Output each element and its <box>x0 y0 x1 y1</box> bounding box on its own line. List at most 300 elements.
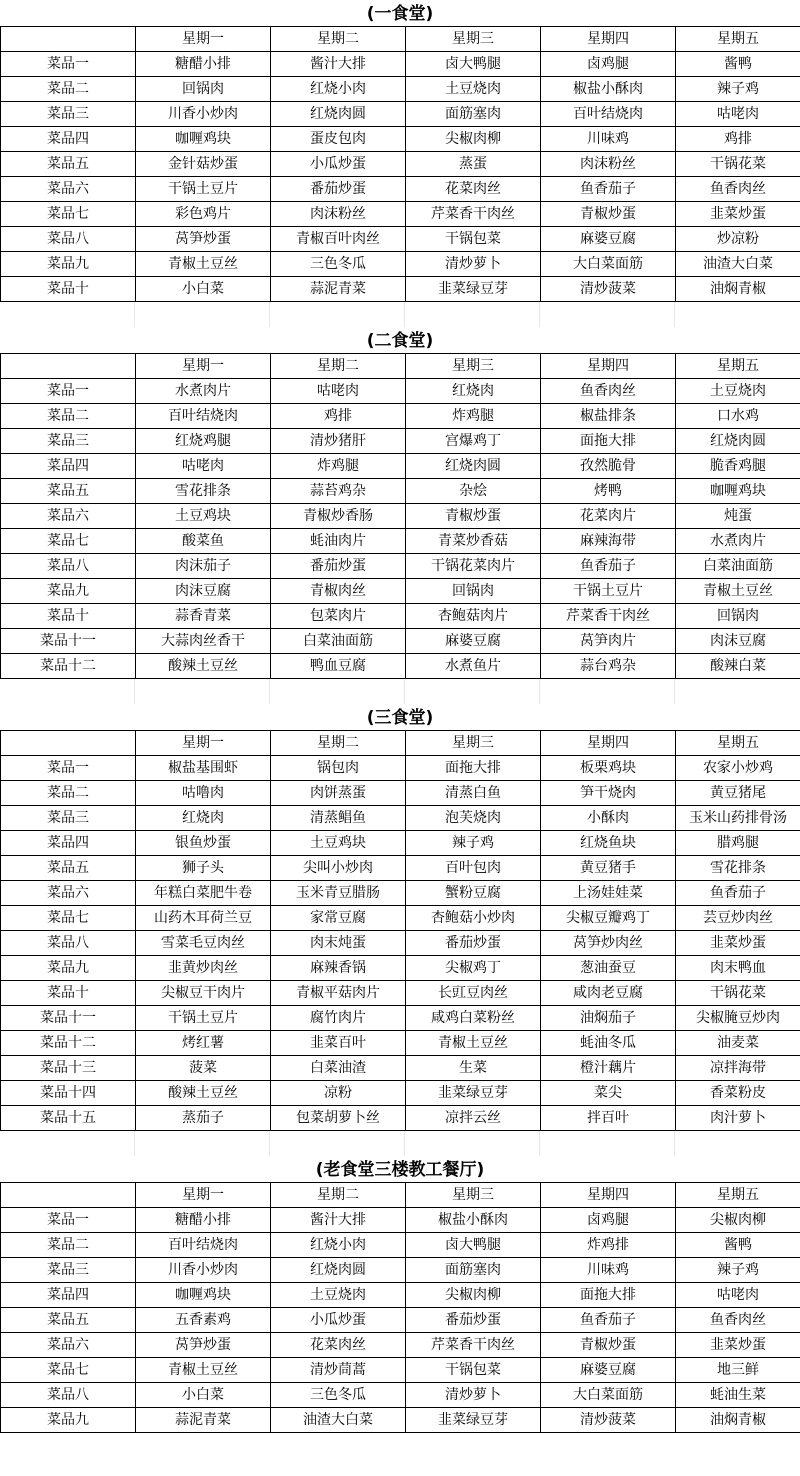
dish-cell: 金针菇炒蛋 <box>136 152 271 177</box>
dish-cell: 杏鲍菇小炒肉 <box>406 906 541 931</box>
dish-cell: 干锅花菜 <box>676 152 800 177</box>
dish-cell: 卤大鸭腿 <box>406 52 541 77</box>
dish-cell: 蒜苔鸡杂 <box>271 479 406 504</box>
dish-cell: 红烧肉 <box>136 806 271 831</box>
weekday-header: 星期三 <box>406 1183 541 1208</box>
table-row <box>1 1081 800 1106</box>
dish-cell: 红烧鱼块 <box>541 831 676 856</box>
dish-cell: 青椒炒蛋 <box>541 1333 676 1358</box>
dish-cell: 蚝油生菜 <box>676 1383 800 1408</box>
dish-cell: 上汤娃娃菜 <box>541 881 676 906</box>
gridline <box>404 302 405 327</box>
dish-cell: 鱼香茄子 <box>541 1308 676 1333</box>
dish-cell: 麻辣海带 <box>541 529 676 554</box>
dish-slot-label: 菜品五 <box>1 479 136 504</box>
dish-cell: 炸鸡腿 <box>271 454 406 479</box>
dish-cell: 鱼香肉丝 <box>541 379 676 404</box>
dish-cell: 土豆烧肉 <box>676 379 800 404</box>
dish-cell: 百叶结烧肉 <box>136 404 271 429</box>
gridline <box>134 302 135 327</box>
weekday-header: 星期二 <box>271 354 406 379</box>
weekday-header: 星期四 <box>541 354 676 379</box>
dish-slot-label: 菜品四 <box>1 127 136 152</box>
dish-cell: 酱鸭 <box>676 1233 800 1258</box>
dish-cell: 韭黄炒肉丝 <box>136 956 271 981</box>
menu-table <box>0 1182 800 1433</box>
dish-cell: 卤大鸭腿 <box>406 1233 541 1258</box>
dish-cell: 百叶结烧肉 <box>136 1233 271 1258</box>
dish-cell: 油焖茄子 <box>541 1006 676 1031</box>
weekday-header: 星期二 <box>271 731 406 756</box>
table-row <box>1 429 800 454</box>
weekday-header: 星期四 <box>541 731 676 756</box>
dish-cell: 鱼香茄子 <box>541 177 676 202</box>
dish-slot-label: 菜品十 <box>1 981 136 1006</box>
table-row <box>1 1383 800 1408</box>
dish-slot-label: 菜品十三 <box>1 1056 136 1081</box>
dish-cell: 尖椒肉柳 <box>406 127 541 152</box>
canteen-title: (老食堂三楼教工餐厅) <box>315 1160 485 1180</box>
dish-cell: 蚝油肉片 <box>271 529 406 554</box>
weekday-header-row <box>1 27 800 52</box>
dish-cell: 黄豆猪手 <box>541 856 676 881</box>
dish-cell: 青椒百叶肉丝 <box>271 227 406 252</box>
dish-slot-label: 菜品四 <box>1 454 136 479</box>
dish-cell: 鸡排 <box>271 404 406 429</box>
dish-cell: 土豆鸡块 <box>271 831 406 856</box>
dish-cell: 干锅包菜 <box>406 1358 541 1383</box>
table-row <box>1 756 800 781</box>
dish-cell: 尖椒豆瓣鸡丁 <box>541 906 676 931</box>
dish-cell: 玉米山药排骨汤 <box>676 806 800 831</box>
dish-cell: 凉拌海带 <box>676 1056 800 1081</box>
weekday-header-row <box>1 354 800 379</box>
dish-cell: 蒜泥青菜 <box>271 277 406 302</box>
dish-slot-label: 菜品五 <box>1 856 136 881</box>
gridline <box>539 302 540 327</box>
dish-cell: 油麦菜 <box>676 1031 800 1056</box>
dish-cell: 家常豆腐 <box>271 906 406 931</box>
dish-cell: 咖喱鸡块 <box>136 127 271 152</box>
menu-table <box>0 353 800 679</box>
dish-cell: 土豆烧肉 <box>406 77 541 102</box>
dish-cell: 麻婆豆腐 <box>541 227 676 252</box>
dish-cell: 酸辣土豆丝 <box>136 1081 271 1106</box>
dish-cell: 青椒土豆丝 <box>136 1358 271 1383</box>
dish-cell: 葱油蚕豆 <box>541 956 676 981</box>
dish-cell: 黄豆猪尾 <box>676 781 800 806</box>
dish-cell: 土豆鸡块 <box>136 504 271 529</box>
weekday-header: 星期五 <box>676 1183 800 1208</box>
dish-cell: 孜然脆骨 <box>541 454 676 479</box>
menu-table <box>0 26 800 302</box>
dish-cell: 酱汁大排 <box>271 52 406 77</box>
dish-cell: 番茄炒蛋 <box>271 554 406 579</box>
dish-cell: 辣子鸡 <box>676 77 800 102</box>
dish-cell: 油渣大白菜 <box>271 1408 406 1433</box>
table-row <box>1 177 800 202</box>
gridline <box>674 302 675 327</box>
dish-cell: 面拖大排 <box>541 1283 676 1308</box>
table-row <box>1 52 800 77</box>
canteen-title: (三食堂) <box>366 708 434 728</box>
dish-slot-label: 菜品八 <box>1 1383 136 1408</box>
gridline <box>539 1131 540 1156</box>
weekday-header: 星期一 <box>136 1183 271 1208</box>
dish-cell: 腊鸡腿 <box>676 831 800 856</box>
dish-cell: 尖椒豆干肉片 <box>136 981 271 1006</box>
dish-cell: 小酥肉 <box>541 806 676 831</box>
dish-slot-label: 菜品三 <box>1 806 136 831</box>
dish-cell: 三色冬瓜 <box>271 252 406 277</box>
dish-cell: 大白菜面筋 <box>541 1383 676 1408</box>
dish-cell: 咕咾肉 <box>676 1283 800 1308</box>
table-row <box>1 1333 800 1358</box>
dish-cell: 麻婆豆腐 <box>541 1358 676 1383</box>
table-row <box>1 102 800 127</box>
table-row <box>1 227 800 252</box>
dish-cell: 板栗鸡块 <box>541 756 676 781</box>
table-row <box>1 404 800 429</box>
table-row <box>1 1258 800 1283</box>
dish-slot-label: 菜品七 <box>1 906 136 931</box>
dish-slot-label: 菜品三 <box>1 429 136 454</box>
table-row <box>1 1056 800 1081</box>
dish-cell: 雪花排条 <box>136 479 271 504</box>
dish-cell: 酸辣土豆丝 <box>136 654 271 679</box>
dish-cell: 炖蛋 <box>676 504 800 529</box>
weekday-header: 星期一 <box>136 731 271 756</box>
dish-cell: 咸肉老豆腐 <box>541 981 676 1006</box>
dish-cell: 番茄炒蛋 <box>406 931 541 956</box>
table-row <box>1 856 800 881</box>
dish-cell: 尖椒腌豆炒肉 <box>676 1006 800 1031</box>
dish-cell: 包菜肉片 <box>271 604 406 629</box>
dish-cell: 肉饼蒸蛋 <box>271 781 406 806</box>
dish-cell: 水煮肉片 <box>136 379 271 404</box>
dish-cell: 咕咾肉 <box>271 379 406 404</box>
dish-cell: 红烧肉圆 <box>271 102 406 127</box>
weekday-header: 星期四 <box>541 27 676 52</box>
dish-cell: 青椒炒蛋 <box>541 202 676 227</box>
dish-slot-label: 菜品十四 <box>1 1081 136 1106</box>
dish-slot-label: 菜品二 <box>1 781 136 806</box>
table-row <box>1 604 800 629</box>
dish-cell: 蒜香青菜 <box>136 604 271 629</box>
dish-cell: 蒸茄子 <box>136 1106 271 1131</box>
dish-cell: 尖椒肉柳 <box>676 1208 800 1233</box>
dish-cell: 包菜胡萝卜丝 <box>271 1106 406 1131</box>
table-row <box>1 1408 800 1433</box>
canteen-title: (二食堂) <box>366 331 434 351</box>
dish-cell: 咕咾肉 <box>136 454 271 479</box>
dish-cell: 干锅花菜 <box>676 981 800 1006</box>
dish-cell: 青椒肉丝 <box>271 579 406 604</box>
menu-table <box>0 730 800 1131</box>
dish-slot-label: 菜品一 <box>1 379 136 404</box>
dish-cell: 炸鸡排 <box>541 1233 676 1258</box>
dish-slot-label: 菜品十 <box>1 277 136 302</box>
dish-cell: 鱼香茄子 <box>541 554 676 579</box>
dish-cell: 蟹粉豆腐 <box>406 881 541 906</box>
weekday-header: 星期三 <box>406 354 541 379</box>
dish-cell: 椒盐小酥肉 <box>406 1208 541 1233</box>
dish-cell: 酸菜鱼 <box>136 529 271 554</box>
dish-slot-label: 菜品九 <box>1 1408 136 1433</box>
header-corner-cell <box>1 354 136 379</box>
dish-cell: 椒盐小酥肉 <box>541 77 676 102</box>
dish-cell: 韭菜百叶 <box>271 1031 406 1056</box>
dish-slot-label: 菜品三 <box>1 102 136 127</box>
dish-cell: 肉末炖蛋 <box>271 931 406 956</box>
table-row <box>1 1208 800 1233</box>
dish-cell: 尖椒鸡丁 <box>406 956 541 981</box>
dish-cell: 脆香鸡腿 <box>676 454 800 479</box>
table-row <box>1 529 800 554</box>
table-row <box>1 956 800 981</box>
dish-cell: 肉末鸭血 <box>676 956 800 981</box>
weekday-header: 星期五 <box>676 731 800 756</box>
dish-cell: 鸭血豆腐 <box>271 654 406 679</box>
dish-cell: 尖叫小炒肉 <box>271 856 406 881</box>
dish-cell: 烤鸭 <box>541 479 676 504</box>
dish-cell: 芹菜香干肉丝 <box>541 604 676 629</box>
dish-cell: 面筋塞肉 <box>406 1258 541 1283</box>
dish-cell: 肉汁萝卜 <box>676 1106 800 1131</box>
gridline <box>269 302 270 327</box>
dish-cell: 韭菜炒蛋 <box>676 1333 800 1358</box>
dish-cell: 酱汁大排 <box>271 1208 406 1233</box>
dish-cell: 卤鸡腿 <box>541 52 676 77</box>
table-row <box>1 554 800 579</box>
weekday-header: 星期一 <box>136 27 271 52</box>
dish-cell: 芹菜香干肉丝 <box>406 202 541 227</box>
dish-cell: 干锅土豆片 <box>136 177 271 202</box>
table-row <box>1 881 800 906</box>
dish-cell: 油焖青椒 <box>676 1408 800 1433</box>
table-row <box>1 202 800 227</box>
dish-cell: 清蒸白鱼 <box>406 781 541 806</box>
dish-cell: 生菜 <box>406 1056 541 1081</box>
section-gap <box>0 679 800 704</box>
dish-cell: 红烧肉圆 <box>406 454 541 479</box>
dish-cell: 大白菜面筋 <box>541 252 676 277</box>
dish-cell: 卤鸡腿 <box>541 1208 676 1233</box>
dish-cell: 笋干烧肉 <box>541 781 676 806</box>
dish-cell: 口水鸡 <box>676 404 800 429</box>
section-gap <box>0 1131 800 1156</box>
dish-slot-label: 菜品六 <box>1 504 136 529</box>
dish-cell: 莴笋炒肉丝 <box>541 931 676 956</box>
gridline <box>134 1131 135 1156</box>
dish-cell: 红烧小肉 <box>271 77 406 102</box>
dish-cell: 彩色鸡片 <box>136 202 271 227</box>
dish-cell: 韭菜绿豆芽 <box>406 1081 541 1106</box>
dish-cell: 水煮鱼片 <box>406 654 541 679</box>
dish-slot-label: 菜品一 <box>1 1208 136 1233</box>
dish-cell: 红烧肉圆 <box>271 1258 406 1283</box>
dish-cell: 莴笋肉片 <box>541 629 676 654</box>
dish-slot-label: 菜品四 <box>1 1283 136 1308</box>
weekday-header: 星期二 <box>271 1183 406 1208</box>
dish-cell: 地三鲜 <box>676 1358 800 1383</box>
dish-slot-label: 菜品五 <box>1 1308 136 1333</box>
dish-cell: 炒凉粉 <box>676 227 800 252</box>
dish-cell: 菠菜 <box>136 1056 271 1081</box>
table-row <box>1 981 800 1006</box>
dish-slot-label: 菜品十一 <box>1 1006 136 1031</box>
dish-cell: 蒸蛋 <box>406 152 541 177</box>
gridline <box>134 679 135 704</box>
dish-cell: 山药木耳荷兰豆 <box>136 906 271 931</box>
dish-cell: 青椒土豆丝 <box>676 579 800 604</box>
dish-cell: 宫爆鸡丁 <box>406 429 541 454</box>
dish-cell: 肉沫粉丝 <box>541 152 676 177</box>
table-row <box>1 77 800 102</box>
dish-slot-label: 菜品十五 <box>1 1106 136 1131</box>
section-gap <box>0 302 800 327</box>
gridline <box>674 679 675 704</box>
dish-cell: 鱼香肉丝 <box>676 177 800 202</box>
dish-cell: 椒盐排条 <box>541 404 676 429</box>
table-row <box>1 277 800 302</box>
dish-slot-label: 菜品十二 <box>1 654 136 679</box>
dish-slot-label: 菜品一 <box>1 756 136 781</box>
dish-cell: 辣子鸡 <box>406 831 541 856</box>
dish-cell: 花菜肉丝 <box>271 1333 406 1358</box>
dish-cell: 青椒炒蛋 <box>406 504 541 529</box>
table-row <box>1 127 800 152</box>
header-corner-cell <box>1 1183 136 1208</box>
dish-cell: 红烧肉 <box>406 379 541 404</box>
dish-cell: 小瓜炒蛋 <box>271 152 406 177</box>
dish-cell: 咖喱鸡块 <box>136 1283 271 1308</box>
dish-cell: 烤红薯 <box>136 1031 271 1056</box>
gridline <box>404 679 405 704</box>
dish-cell: 清炒菠菜 <box>541 1408 676 1433</box>
dish-cell: 蛋皮包肉 <box>271 127 406 152</box>
dish-cell: 清炒萝卜 <box>406 252 541 277</box>
table-row <box>1 1358 800 1383</box>
dish-slot-label: 菜品一 <box>1 52 136 77</box>
dish-slot-label: 菜品八 <box>1 227 136 252</box>
dish-slot-label: 菜品二 <box>1 77 136 102</box>
table-row <box>1 906 800 931</box>
dish-slot-label: 菜品十二 <box>1 1031 136 1056</box>
dish-cell: 青菜炒香菇 <box>406 529 541 554</box>
dish-cell: 凉拌云丝 <box>406 1106 541 1131</box>
table-row <box>1 579 800 604</box>
dish-cell: 番茄炒蛋 <box>271 177 406 202</box>
dish-cell: 年糕白菜肥牛卷 <box>136 881 271 906</box>
dish-cell: 肉沫豆腐 <box>136 579 271 604</box>
dish-slot-label: 菜品九 <box>1 579 136 604</box>
dish-cell: 红烧鸡腿 <box>136 429 271 454</box>
weekday-header: 星期三 <box>406 27 541 52</box>
dish-cell: 菜尖 <box>541 1081 676 1106</box>
table-row <box>1 1233 800 1258</box>
dish-cell: 川味鸡 <box>541 1258 676 1283</box>
dish-slot-label: 菜品三 <box>1 1258 136 1283</box>
dish-cell: 干锅土豆片 <box>541 579 676 604</box>
dish-cell: 麻婆豆腐 <box>406 629 541 654</box>
table-row <box>1 1031 800 1056</box>
dish-cell: 青椒土豆丝 <box>406 1031 541 1056</box>
dish-cell: 鸡排 <box>676 127 800 152</box>
dish-cell: 芹菜香干肉丝 <box>406 1333 541 1358</box>
dish-cell: 拌百叶 <box>541 1106 676 1131</box>
table-row <box>1 479 800 504</box>
dish-cell: 长豇豆肉丝 <box>406 981 541 1006</box>
dish-cell: 蒜台鸡杂 <box>541 654 676 679</box>
gridline <box>269 1131 270 1156</box>
weekday-header-row <box>1 731 800 756</box>
dish-cell: 青椒炒香肠 <box>271 504 406 529</box>
dish-cell: 干锅花菜肉片 <box>406 554 541 579</box>
dish-cell: 油渣大白菜 <box>676 252 800 277</box>
table-row <box>1 831 800 856</box>
dish-slot-label: 菜品七 <box>1 202 136 227</box>
dish-slot-label: 菜品二 <box>1 1233 136 1258</box>
dish-cell: 清炒萝卜 <box>406 1383 541 1408</box>
table-row <box>1 1106 800 1131</box>
dish-cell: 农家小炒鸡 <box>676 756 800 781</box>
dish-cell: 腐竹肉片 <box>271 1006 406 1031</box>
table-row <box>1 252 800 277</box>
dish-slot-label: 菜品六 <box>1 1333 136 1358</box>
dish-slot-label: 菜品六 <box>1 881 136 906</box>
weekday-header: 星期四 <box>541 1183 676 1208</box>
dish-slot-label: 菜品八 <box>1 931 136 956</box>
dish-cell: 川味鸡 <box>541 127 676 152</box>
dish-cell: 银鱼炒蛋 <box>136 831 271 856</box>
dish-cell: 蒜泥青菜 <box>136 1408 271 1433</box>
dish-cell: 清炒菠菜 <box>541 277 676 302</box>
table-row <box>1 1006 800 1031</box>
dish-slot-label: 菜品二 <box>1 404 136 429</box>
dish-cell: 青椒土豆丝 <box>136 252 271 277</box>
dish-cell: 糖醋小排 <box>136 52 271 77</box>
dish-cell: 酸辣白菜 <box>676 654 800 679</box>
weekday-header-row <box>1 1183 800 1208</box>
header-corner-cell <box>1 731 136 756</box>
dish-cell: 清炒猪肝 <box>271 429 406 454</box>
dish-slot-label: 菜品十一 <box>1 629 136 654</box>
header-corner-cell <box>1 27 136 52</box>
dish-cell: 莴笋炒蛋 <box>136 1333 271 1358</box>
dish-cell: 尖椒肉柳 <box>406 1283 541 1308</box>
weekday-header: 星期二 <box>271 27 406 52</box>
dish-cell: 辣子鸡 <box>676 1258 800 1283</box>
dish-cell: 水煮肉片 <box>676 529 800 554</box>
dish-cell: 炸鸡腿 <box>406 404 541 429</box>
dish-cell: 油焖青椒 <box>676 277 800 302</box>
table-row <box>1 654 800 679</box>
dish-cell: 面拖大排 <box>541 429 676 454</box>
gridline <box>539 679 540 704</box>
dish-cell: 番茄炒蛋 <box>406 1308 541 1333</box>
gridline <box>674 1131 675 1156</box>
dish-cell: 红烧小肉 <box>271 1233 406 1258</box>
dish-cell: 干锅包菜 <box>406 227 541 252</box>
dish-cell: 肉沫粉丝 <box>271 202 406 227</box>
dish-cell: 蚝油冬瓜 <box>541 1031 676 1056</box>
dish-cell: 花菜肉丝 <box>406 177 541 202</box>
table-row <box>1 1283 800 1308</box>
dish-cell: 小白菜 <box>136 1383 271 1408</box>
dish-cell: 杂烩 <box>406 479 541 504</box>
dish-cell: 鱼香茄子 <box>676 881 800 906</box>
